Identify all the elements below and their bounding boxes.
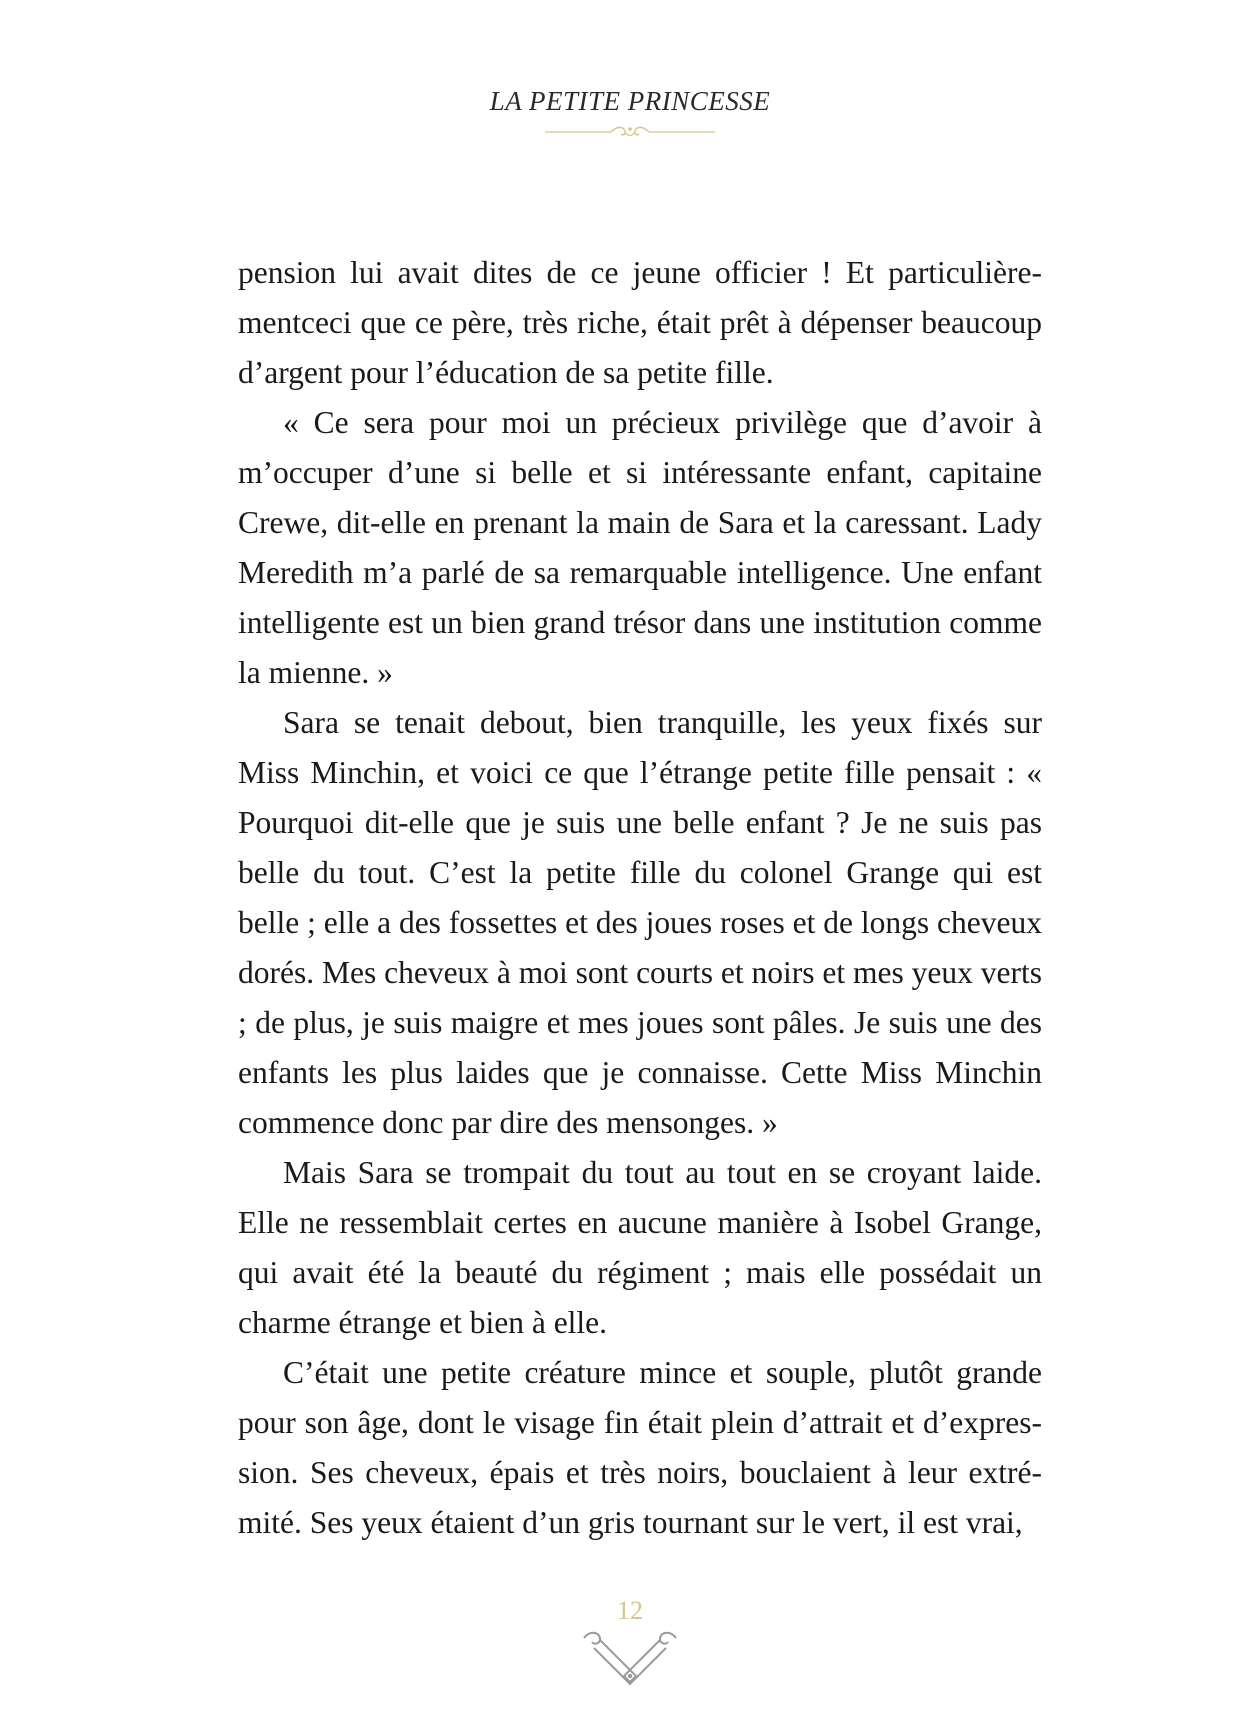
running-header <box>0 88 1260 141</box>
paragraph-3: Sara se tenait debout, bien tranquille, les yeux fixés sur Miss Minchin, et voici ce que l’étrange petite fille pensait : « Pourquoi dit-elle que je suis une belle enfant ? Je ne suis pas belle du tout. C’est la petite fille du colonel Grange qui est belle ; elle a des fossettes et des joues roses et de longs cheveux dorés. Mes cheveux à moi sont courts et noirs et mes yeux verts ; de plus, je suis maigre et mes joues sont pâles. Je suis une des enfants les plus laides que je connaisse. Cette Miss Minchin commence donc par dire des mensonges. » <box>238 705 1042 1140</box>
page-number: 12 <box>617 1596 643 1625</box>
body-text <box>238 248 1042 1548</box>
paragraph-1: pension lui avait dites de ce jeune officier ! Et particulièrementceci que ce père, très riche, était prêt à dépenser beaucoup d’argent pour l’éducation de sa petite fille. <box>238 255 1042 390</box>
flourish-page-ornament-icon <box>580 1626 680 1688</box>
paragraph-5: C’était une petite créature mince et souple, plutôt grande pour son âge, dont le visage fin était plein d’attrait et d’expression. Ses cheveux, épais et très noirs, bouclaient à leur extrémité. Ses yeux étaient d’un gris tournant sur le vert, il est vrai, <box>238 1355 1042 1540</box>
flourish-divider-icon <box>545 123 715 141</box>
running-title: LA PETITE PRINCESSE <box>489 86 771 116</box>
page-footer <box>0 1598 1260 1688</box>
paragraph-4: Mais Sara se trompait du tout au tout en se croyant laide. Elle ne ressemblait certes en aucune manière à Isobel Grange, qui avait été la beauté du régiment ; mais elle possédait un charme étrange et bien à elle. <box>238 1155 1042 1340</box>
paragraph-2: « Ce sera pour moi un précieux privilège que d’avoir à m’occuper d’une si belle et si intéressante enfant, capitaine Crewe, dit-elle en prenant la main de Sara et la caressant. Lady Meredith m’a parlé de sa remarquable intelligence. Une enfant intelligente est un bien grand trésor dans une institution comme la mienne. » <box>238 405 1042 690</box>
